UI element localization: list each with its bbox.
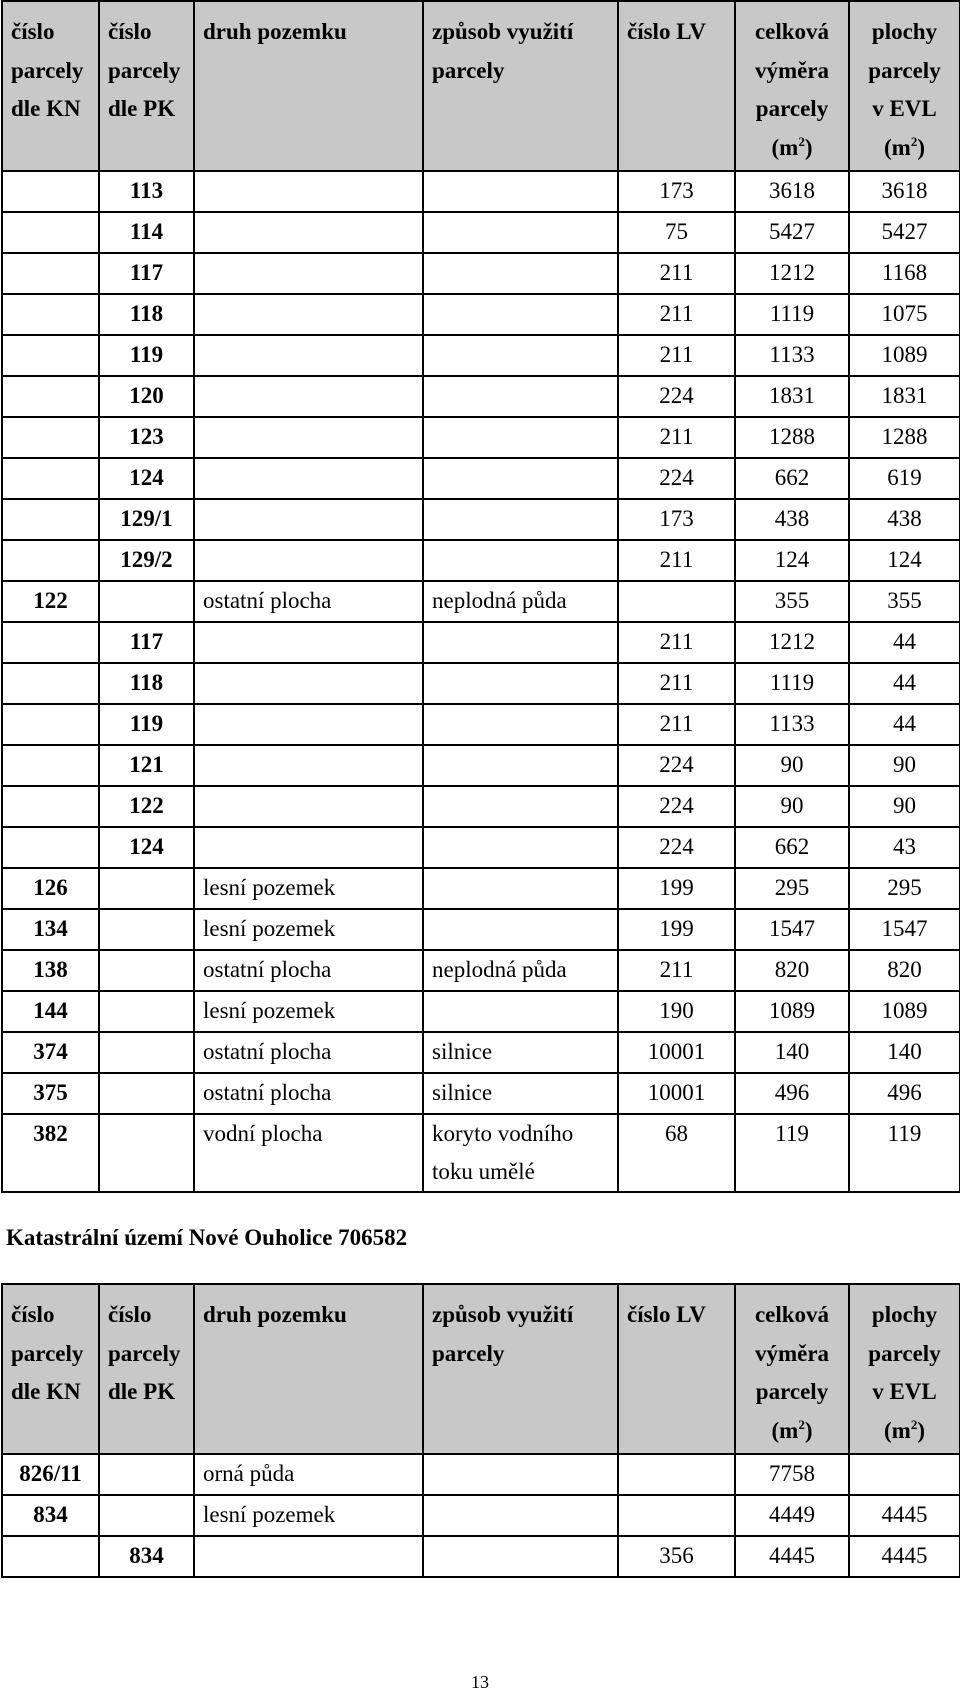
header-cislo-kn: číslo parcely dle KN [2,1,99,171]
cell-zpusob: neplodná půda [423,581,618,622]
cell-lv: 211 [618,417,735,458]
cell-evl: 820 [849,950,960,991]
cell-vymera: 1212 [735,253,849,294]
cell-evl: 1288 [849,417,960,458]
cell-zpusob [423,909,618,950]
cell-vymera: 1288 [735,417,849,458]
cell-cislo-pk: 119 [99,335,194,376]
cell-zpusob [423,171,618,212]
header-evl: plochy parcely v EVL $(m^2)$ [849,1284,960,1454]
cell-zpusob: silnice [423,1073,618,1114]
cell-evl: 355 [849,581,960,622]
header-cislo-pk: číslo parcely dle PK [99,1,194,171]
cell-vymera: 119 [735,1114,849,1192]
cell-lv: 211 [618,294,735,335]
cell-vymera: 4449 [735,1495,849,1536]
cell-cislo-pk: 124 [99,827,194,868]
cell-evl: 44 [849,663,960,704]
cell-evl: 295 [849,868,960,909]
cell-lv: 190 [618,991,735,1032]
section-title: Katastrální území Nové Ouholice 706582 [6,1225,408,1250]
cell-cislo-kn [2,335,99,376]
cell-druh [194,745,423,786]
header-cislo-pk: číslo parcely dle PK [99,1284,194,1454]
cell-zpusob [423,704,618,745]
cell-druh [194,458,423,499]
cell-lv: 211 [618,950,735,991]
cell-cislo-pk [99,950,194,991]
cell-druh [194,622,423,663]
header-lv: číslo LV [618,1,735,171]
cell-cislo-kn: 126 [2,868,99,909]
cell-zpusob [423,663,618,704]
cell-druh [194,704,423,745]
cell-lv [618,581,735,622]
header-cislo-kn: číslo parcely dle KN [2,1284,99,1454]
cell-zpusob [423,991,618,1032]
cell-druh: orná půda [194,1454,423,1495]
cell-cislo-pk [99,581,194,622]
cell-evl: 1831 [849,376,960,417]
cell-cislo-kn [2,1536,99,1577]
cell-druh [194,827,423,868]
cell-vymera: 1212 [735,622,849,663]
cell-evl: 4445 [849,1536,960,1577]
cell-zpusob [423,417,618,458]
cell-evl: 119 [849,1114,960,1192]
page-number: 13 [471,1672,489,1692]
header-vymera: celková výměra parcely $(m^2)$ [735,1,849,171]
cell-zpusob [423,868,618,909]
cell-druh: ostatní plocha [194,1032,423,1073]
cell-evl: 5427 [849,212,960,253]
table-row [2,991,960,1032]
cell-lv: 211 [618,622,735,663]
table-row [2,1536,960,1577]
cell-cislo-pk: 834 [99,1536,194,1577]
cell-cislo-pk: 117 [99,253,194,294]
cell-cislo-pk: 113 [99,171,194,212]
cell-cislo-pk [99,1073,194,1114]
cell-lv [618,1454,735,1495]
cell-druh: ostatní plocha [194,1073,423,1114]
table-row [2,1495,960,1536]
cell-evl: 1075 [849,294,960,335]
header-lv: číslo LV [618,1284,735,1454]
cell-zpusob: koryto vodního toku umělé [423,1114,618,1192]
cell-evl: 438 [849,499,960,540]
cell-evl: 124 [849,540,960,581]
cell-vymera: 496 [735,1073,849,1114]
cell-evl: 1089 [849,335,960,376]
cell-zpusob [423,1536,618,1577]
table-row [2,499,960,540]
cell-cislo-pk: 120 [99,376,194,417]
cell-evl: 140 [849,1032,960,1073]
cell-lv: 211 [618,663,735,704]
cell-lv [618,1495,735,1536]
table-row [2,212,960,253]
cell-cislo-pk: 129/1 [99,499,194,540]
table-row [2,909,960,950]
table-row [2,1073,960,1114]
table-row [2,745,960,786]
table-row [2,827,960,868]
cell-cislo-pk: 119 [99,704,194,745]
cell-lv: 68 [618,1114,735,1192]
cell-cislo-kn [2,376,99,417]
cell-cislo-kn: 134 [2,909,99,950]
cell-zpusob [423,622,618,663]
cell-evl: 43 [849,827,960,868]
cell-vymera: 1133 [735,335,849,376]
cell-vymera: 1547 [735,909,849,950]
cell-lv: 224 [618,376,735,417]
cell-cislo-kn: 374 [2,1032,99,1073]
table-header [2,1,960,171]
cell-cislo-kn [2,294,99,335]
cell-evl: 1547 [849,909,960,950]
cell-druh: lesní pozemek [194,868,423,909]
table-row [2,376,960,417]
cell-zpusob [423,786,618,827]
cell-druh [194,376,423,417]
cell-lv: 224 [618,786,735,827]
header-evl: plochy parcely v EVL $(m^2)$ [849,1,960,171]
cell-vymera: 1119 [735,294,849,335]
cell-zpusob [423,253,618,294]
cell-druh [194,1536,423,1577]
cell-evl: 1168 [849,253,960,294]
cell-cislo-pk [99,868,194,909]
table-row [2,581,960,622]
cell-vymera: 438 [735,499,849,540]
cell-cislo-pk: 129/2 [99,540,194,581]
table-row [2,417,960,458]
cell-cislo-pk: 123 [99,417,194,458]
table-row [2,1454,960,1495]
cell-evl: 3618 [849,171,960,212]
cell-evl: 1089 [849,991,960,1032]
cell-cislo-pk [99,1032,194,1073]
cell-cislo-kn: 826/11 [2,1454,99,1495]
cell-cislo-pk: 117 [99,622,194,663]
cell-evl: 496 [849,1073,960,1114]
header-vymera: celková výměra parcely $(m^2)$ [735,1284,849,1454]
cell-vymera: 1089 [735,991,849,1032]
cell-vymera: 140 [735,1032,849,1073]
cell-evl [849,1454,960,1495]
cell-zpusob [423,540,618,581]
table-body [2,1454,960,1577]
cell-vymera: 90 [735,745,849,786]
cell-druh: lesní pozemek [194,1495,423,1536]
cell-zpusob [423,499,618,540]
header-druh: druh pozemku [194,1,423,171]
cell-zpusob: neplodná půda [423,950,618,991]
cell-evl: 90 [849,786,960,827]
cell-vymera: 4445 [735,1536,849,1577]
cell-zpusob [423,1495,618,1536]
cell-lv: 211 [618,253,735,294]
cell-vymera: 662 [735,458,849,499]
cell-zpusob [423,745,618,786]
cell-cislo-kn [2,417,99,458]
cell-lv: 356 [618,1536,735,1577]
cell-vymera: 820 [735,950,849,991]
table-row [2,171,960,212]
table-header [2,1284,960,1454]
table-row [2,704,960,745]
table-row [2,950,960,991]
cell-vymera: 1133 [735,704,849,745]
cell-vymera: 7758 [735,1454,849,1495]
cell-lv: 224 [618,827,735,868]
table-row [2,458,960,499]
cell-cislo-pk: 118 [99,663,194,704]
parcels-table-2 [1,1283,960,1578]
cell-vymera: 662 [735,827,849,868]
cell-druh: ostatní plocha [194,581,423,622]
cell-cislo-kn [2,540,99,581]
cell-zpusob [423,335,618,376]
cell-druh [194,417,423,458]
cell-cislo-pk: 118 [99,294,194,335]
table-row [2,663,960,704]
table-row [2,786,960,827]
cell-cislo-kn [2,663,99,704]
cell-zpusob [423,376,618,417]
cell-cislo-kn: 834 [2,1495,99,1536]
cell-lv: 10001 [618,1032,735,1073]
cell-cislo-pk [99,1454,194,1495]
cell-lv: 211 [618,704,735,745]
cell-druh [194,294,423,335]
cell-druh: lesní pozemek [194,991,423,1032]
cell-druh: vodní plocha [194,1114,423,1192]
cell-zpusob: silnice [423,1032,618,1073]
table-row [2,868,960,909]
cell-druh [194,171,423,212]
cell-cislo-kn: 138 [2,950,99,991]
cell-lv: 211 [618,540,735,581]
cell-lv: 173 [618,171,735,212]
cell-vymera: 90 [735,786,849,827]
cell-lv: 224 [618,458,735,499]
cell-cislo-pk: 114 [99,212,194,253]
cell-zpusob [423,294,618,335]
cell-druh [194,212,423,253]
cell-cislo-kn [2,827,99,868]
cell-evl: 44 [849,704,960,745]
cell-evl: 4445 [849,1495,960,1536]
header-row [2,1284,960,1454]
cell-druh: lesní pozemek [194,909,423,950]
cell-evl: 44 [849,622,960,663]
cell-cislo-kn [2,745,99,786]
cell-vymera: 355 [735,581,849,622]
cell-zpusob [423,458,618,499]
cell-evl: 619 [849,458,960,499]
cell-cislo-kn [2,499,99,540]
cell-druh [194,786,423,827]
cell-evl: 90 [849,745,960,786]
cell-cislo-kn [2,786,99,827]
table-row [2,294,960,335]
table-row [2,540,960,581]
cell-vymera: 5427 [735,212,849,253]
cell-cislo-kn [2,458,99,499]
table-row [2,622,960,663]
table-body [2,171,960,1192]
cell-cislo-kn [2,253,99,294]
cell-vymera: 295 [735,868,849,909]
header-druh: druh pozemku [194,1284,423,1454]
header-zpusob: způsob využití parcely [423,1,618,171]
cell-cislo-kn: 144 [2,991,99,1032]
cell-cislo-kn: 382 [2,1114,99,1192]
cell-vymera: 124 [735,540,849,581]
cell-vymera: 1831 [735,376,849,417]
cell-lv: 199 [618,909,735,950]
cell-lv: 224 [618,745,735,786]
cell-druh [194,253,423,294]
cell-cislo-pk: 122 [99,786,194,827]
cell-vymera: 3618 [735,171,849,212]
cell-druh [194,663,423,704]
cell-cislo-kn [2,622,99,663]
cell-lv: 173 [618,499,735,540]
header-row [2,1,960,171]
cell-cislo-pk: 124 [99,458,194,499]
table-row [2,335,960,376]
cell-cislo-kn [2,212,99,253]
table-row [2,1032,960,1073]
cell-druh [194,499,423,540]
cell-lv: 75 [618,212,735,253]
cell-cislo-pk [99,909,194,950]
cell-cislo-pk [99,1495,194,1536]
table-row [2,253,960,294]
header-zpusob: způsob využití parcely [423,1284,618,1454]
cell-cislo-kn [2,704,99,745]
cell-lv: 10001 [618,1073,735,1114]
cell-druh [194,540,423,581]
cell-druh [194,335,423,376]
cell-cislo-kn [2,171,99,212]
cell-cislo-pk: 121 [99,745,194,786]
cell-lv: 211 [618,335,735,376]
cell-vymera: 1119 [735,663,849,704]
cell-druh: ostatní plocha [194,950,423,991]
cell-zpusob [423,827,618,868]
cell-lv: 199 [618,868,735,909]
cell-zpusob [423,1454,618,1495]
cell-zpusob [423,212,618,253]
cell-cislo-kn: 375 [2,1073,99,1114]
cell-cislo-pk [99,1114,194,1192]
parcels-table-1 [1,0,960,1193]
cell-cislo-kn: 122 [2,581,99,622]
cell-cislo-pk [99,991,194,1032]
table-row [2,1114,960,1192]
